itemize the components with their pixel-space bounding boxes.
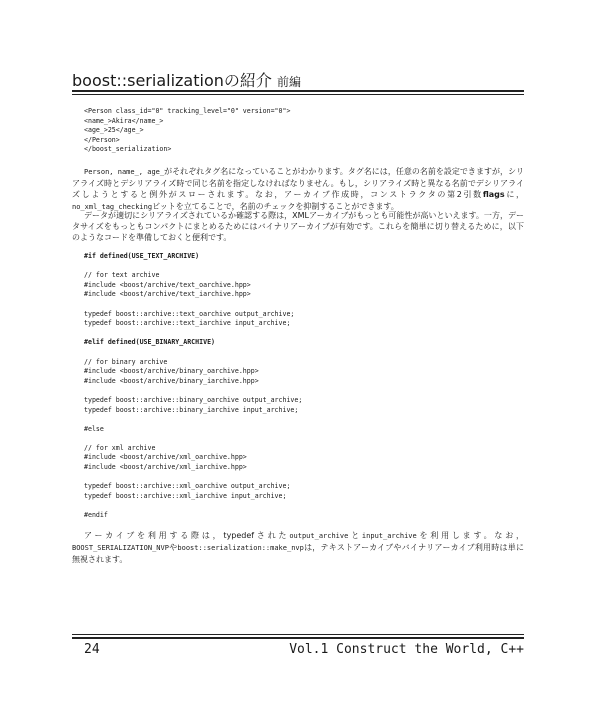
preprocessor-endif: #endif <box>84 511 108 520</box>
paragraph-tag-names <box>72 166 524 213</box>
xml-output-code <box>84 107 290 155</box>
preprocessor-if: #if defined(USE_TEXT_ARCHIVE) <box>84 252 200 260</box>
text-archive-code: // for text archive #include <boost/archive/text_oarchive.hpp> #include <boost/archive/text_iarchive.hpp> typedef boost::archive::text_oarchive output_archive; typedef boost::archive::text_iarchive input_archive; <box>84 271 295 328</box>
paragraph-text: アーカイブを利用する際は，typedefされた <box>84 531 290 540</box>
paragraph-usage <box>72 530 524 566</box>
paragraph-text: がそれぞれタグ名になっていることがわかります。タグ名には，任意の名前を設定できますが，シリアライズ時とデシリアライズ時で同じ名前を指定しなければなりません。もし，シリアライズ時と異なる名前でデシリアライズしようとすると例外がスローされます。なお，アーカイブ作成時，コンストラクタの第2引数 <box>72 167 525 200</box>
header-rule-thin <box>72 94 524 95</box>
page-number: 24 <box>84 642 100 657</box>
paragraph-text: や <box>168 543 178 553</box>
running-title: Vol.1 Construct the World, C++ <box>289 642 524 657</box>
xml-line: </boost_serialization> <box>84 145 172 154</box>
paragraph-text: を利用します。なお， <box>416 531 525 540</box>
paragraph-archive-choice: データが適切にシリアライズされているか確認する際は，XMLアーカイブがもっとも可能性が高いといえます。一方，データサイズをもっともコンパクトにまとめるためにはバイナリアーカイブが有効です。これらを簡単に切り替えるために，以下のようなコードを準備しておくと便利です。 <box>72 211 524 243</box>
xml-line: <name_>Akira</name_> <box>84 116 164 125</box>
footer-rule-thin <box>72 634 524 635</box>
xml-line: <age_>25</age_> <box>84 126 144 135</box>
title-text: boost::serializationの紹介 <box>72 71 272 90</box>
xml-line: <Person class_id="0" tracking_level="0" version="0"> <box>84 107 291 115</box>
inline-code: output_archive <box>289 532 349 540</box>
inline-code: Person, name_, age_ <box>84 168 165 176</box>
inline-code: boost::serialization::make_nvp <box>177 544 304 553</box>
xml-archive-code: // for xml archive #include <boost/archive/xml_oarchive.hpp> #include <boost/archive/xml_iarchive.hpp> typedef boost::archive::xml_oarchive output_archive; typedef boost::archive::xml_iarchive input_archive; <box>84 443 291 500</box>
preprocessor-elif: #elif defined(USE_BINARY_ARCHIVE) <box>84 338 216 347</box>
inline-code: BOOST_SERIALIZATION_NVP <box>72 544 169 553</box>
preprocessor-else: #else <box>84 424 104 433</box>
xml-line: </Person> <box>84 135 120 144</box>
inline-bold: flags <box>482 190 505 200</box>
paragraph-text: に， <box>504 190 525 200</box>
paragraph-text: と <box>348 531 362 540</box>
title-subtitle: 前編 <box>276 75 301 89</box>
page-title <box>72 68 301 91</box>
footer-rule-thick <box>72 637 524 639</box>
paragraph-text: ビットを立てることで，名前のチェックを抑制することができます。 <box>152 201 399 211</box>
paragraph-text: は，テキストアーカイブやバイナリアーカイブ利用時は単に無視されます。 <box>72 543 524 565</box>
inline-code: input_archive <box>361 532 417 540</box>
header-rule-thick <box>72 90 524 92</box>
binary-archive-code: // for binary archive #include <boost/archive/binary_oarchive.hpp> #include <boost/archive/binary_iarchive.hpp> typedef boost::archive::binary_oarchive output_archive; typedef boost::archive::binary_iarchive input_archive; <box>84 357 303 414</box>
inline-code: no_xml_tag_checking <box>72 202 153 211</box>
archive-switch-code <box>84 252 302 521</box>
